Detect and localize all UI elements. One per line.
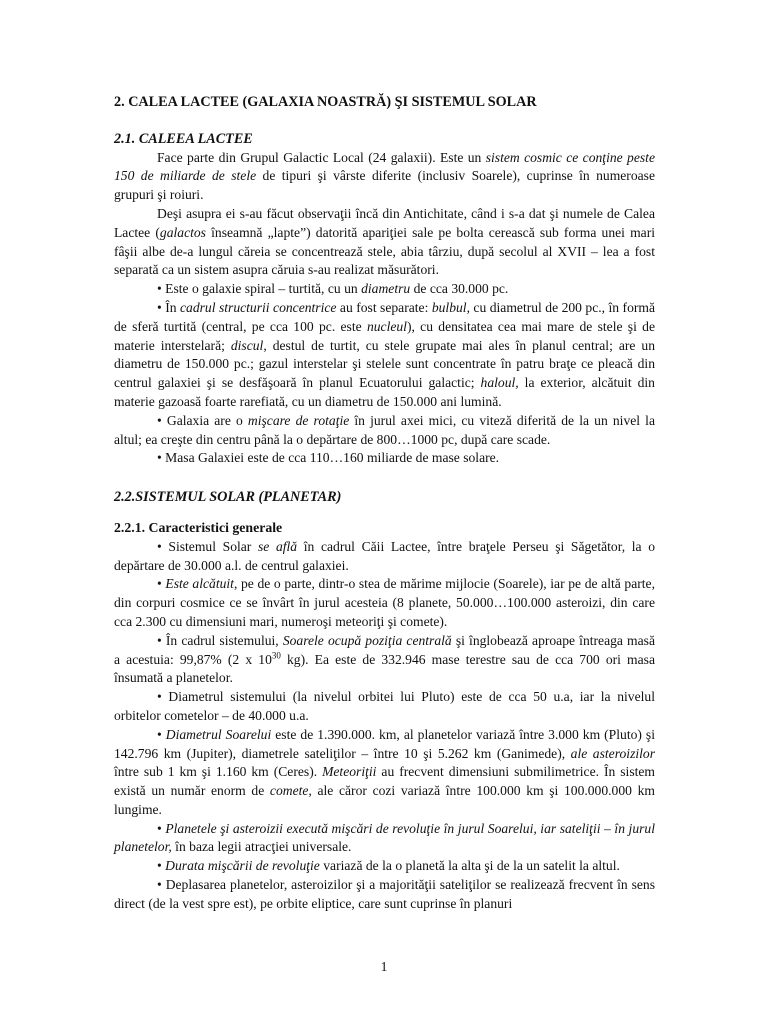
text-run: între sub 1 km şi 1.160 km (Ceres).: [114, 764, 323, 780]
bullet-paragraph: [114, 412, 655, 450]
bullet-paragraph: [114, 449, 655, 468]
text-run: •: [157, 726, 166, 742]
italic-text: comete,: [269, 783, 312, 799]
text-run: Deşi asupra ei s-au făcut observaţii încă din Antichitate, când i s-a dat şi numele de Calea Lactee (: [114, 205, 655, 240]
text-run: şi înglobează aproape întreaga masă a acestuia: 99,87% (2 x 10: [114, 632, 655, 667]
italic-text: bulbul,: [431, 299, 470, 315]
spacer: [114, 507, 655, 519]
italic-text: galactos: [159, 224, 206, 240]
text-run: • Diametrul sistemului (la nivelul orbitei lui Pluto) este de cca 50 u.a, iar la nivelul orbitelor cometelor – de 40.000 u.a.: [114, 689, 655, 723]
text-run: Face parte din Grupul Galactic Local (24 galaxii). Este un: [157, 149, 486, 165]
paragraph: [114, 205, 655, 280]
text-run: •: [157, 576, 166, 592]
text-run: în jurul axei mici, cu viteză diferită de la un nivel la altul; ea creşte din centru până la o depărtare de 800…1000 pc, după care scade.: [114, 412, 655, 447]
italic-text: haloul,: [480, 375, 519, 391]
spacer: [114, 468, 655, 488]
text-run: • Sistemul Solar: [157, 538, 258, 554]
italic-text: cadrul structurii concentrice: [180, 299, 337, 315]
bullet-paragraph: [114, 820, 655, 858]
text-run: kg). Ea este de 332.946 mase terestre sau de cca 700 ori masa însumată a planetelor.: [114, 651, 655, 686]
italic-text: mişcare de rotaţie: [247, 412, 350, 428]
paragraph: [114, 149, 655, 205]
italic-text: diametru: [361, 281, 411, 297]
italic-text: Durata mişcării de revoluţie: [165, 858, 320, 874]
text-run: •: [157, 858, 166, 874]
text-run: de cca 30.000 pc.: [410, 281, 509, 297]
text-run: ), cu densitatea cea mai mare de stele şi de materie interstelară;: [114, 318, 655, 353]
page-number: 1: [380, 959, 388, 974]
text-run: cu diametrul de 200 pc., în formă de sferă turtită (central, pe cca 100 pc. este: [114, 299, 656, 334]
text-run: •: [157, 820, 166, 836]
text-run: au fost separate:: [336, 299, 432, 315]
italic-text: Planetele şi asteroizii execută mişcări de revoluţie în jurul Soarelui, iar sateliţii – în jurul planetelor,: [114, 820, 655, 855]
bullet-paragraph: [114, 857, 655, 876]
section-heading-sistemul-solar: 2.2.SISTEMUL SOLAR (PLANETAR): [114, 489, 342, 506]
bullet-paragraph: [114, 632, 655, 688]
bullet-paragraph: [114, 538, 655, 576]
text-run: înseamnă „lapte”) datorită apariţiei sale pe bolta cerească sub forma unei mari fâşii albe de-a lungul căreia se concentrează stele, abia târziu, după secolul al XVII – lea a fost separată ca un sistem asupra căruia s-au realizat măsurători.: [114, 224, 656, 278]
bullet-paragraph: [114, 299, 655, 412]
bullet-paragraph: [114, 688, 655, 726]
subsection-heading: 2.2.1. Caracteristici generale: [114, 519, 283, 535]
section-heading-calea-lactee: 2.1. CALEEA LACTEE: [114, 130, 253, 147]
italic-text: Meteoriţii: [322, 764, 377, 780]
italic-text: nucleul: [366, 318, 407, 334]
bullet-paragraph: [114, 280, 655, 299]
chapter-title: 2. CALEA LACTEE (GALAXIA NOASTRĂ) ŞI SISTEMUL SOLAR: [114, 94, 537, 110]
italic-text: discul: [230, 337, 264, 353]
text-run: de tipuri şi vârste diferite (inclusiv Soarele), cuprinse în numeroase grupuri şi roiuri.: [114, 168, 655, 203]
italic-text: ale asteroizilor: [570, 745, 655, 761]
bullet-paragraph: [114, 726, 655, 820]
italic-text: Este alcătuit: [165, 576, 234, 592]
text-run: • În cadrul sistemului,: [157, 632, 283, 648]
text-run: ale căror cozi variază între 100.000 km şi 100.000.000 km lungime.: [114, 783, 655, 817]
italic-text: sistem cosmic ce conţine peste 150 de miliarde de stele: [114, 149, 655, 184]
text-run: • Masa Galaxiei este de cca 110…160 miliarde de mase solare.: [157, 450, 500, 466]
italic-text: Diametrul Soarelui: [165, 726, 272, 742]
text-run: • Galaxia are o: [157, 412, 248, 428]
text-run: este de 1.390.000. km, al planetelor variază între 3.000 km (Pluto) şi 142.796 km (Jupiter), diametrele sateliţilor – între 10 şi 5.262 km (Ganimede),: [114, 726, 655, 761]
text-run: • În: [157, 299, 181, 315]
text-run: , destul de turtit, cu stele grupate mai ales în planul central; are un diametru de 150.000 pc.; gazul interstelar şi stelele sunt concentrate în patru braţe ce pleacă din centrul galaxiei şi se desfăşoară în planul Ecuatorului galactic;: [114, 337, 655, 391]
text-run: au frecvent dimensiuni submilimetrice. În sistem există un număr enorm de: [114, 764, 655, 799]
text-run: • Este o galaxie spiral – turtită, cu un: [157, 281, 362, 297]
text-run: • Deplasarea planetelor, asteroizilor şi a majorităţii sateliţilor se realizează frecvent în sens direct (de la vest spre est), pe orbite eliptice, care sunt cuprinse în planuri: [114, 877, 655, 911]
bullet-paragraph: [114, 876, 655, 914]
superscript: 30: [271, 649, 281, 660]
page-content: [114, 93, 655, 914]
text-run: la exterior, alcătuit din materie gazoasă foarte rarefiată, cu un diametru de 150.000 ani lumină.: [114, 375, 655, 409]
text-run: în cadrul Căii Lactee, între braţele Perseu şi Săgetător, la o depărtare de 30.000 a.l. de centrul galaxiei.: [114, 538, 656, 573]
text-run: variază de la o planetă la alta şi de la un satelit la altul.: [319, 858, 620, 874]
italic-text: Soarele ocupă poziţia centrală: [282, 632, 452, 648]
bullet-paragraph: [114, 575, 655, 631]
text-run: în baza legii atracţiei universale.: [171, 839, 352, 855]
italic-text: se află: [257, 538, 298, 554]
text-run: , pe de o parte, dintr-o stea de mărime mijlocie (Soarele), iar pe de altă parte, din corpuri cosmice ce se învârt în jurul acesteia (8 planete, 50.000…100.000 asteroizi, din care cca 2.300 cu dimensiuni mari, numeroşi meteoriţi şi comete).: [114, 576, 655, 629]
